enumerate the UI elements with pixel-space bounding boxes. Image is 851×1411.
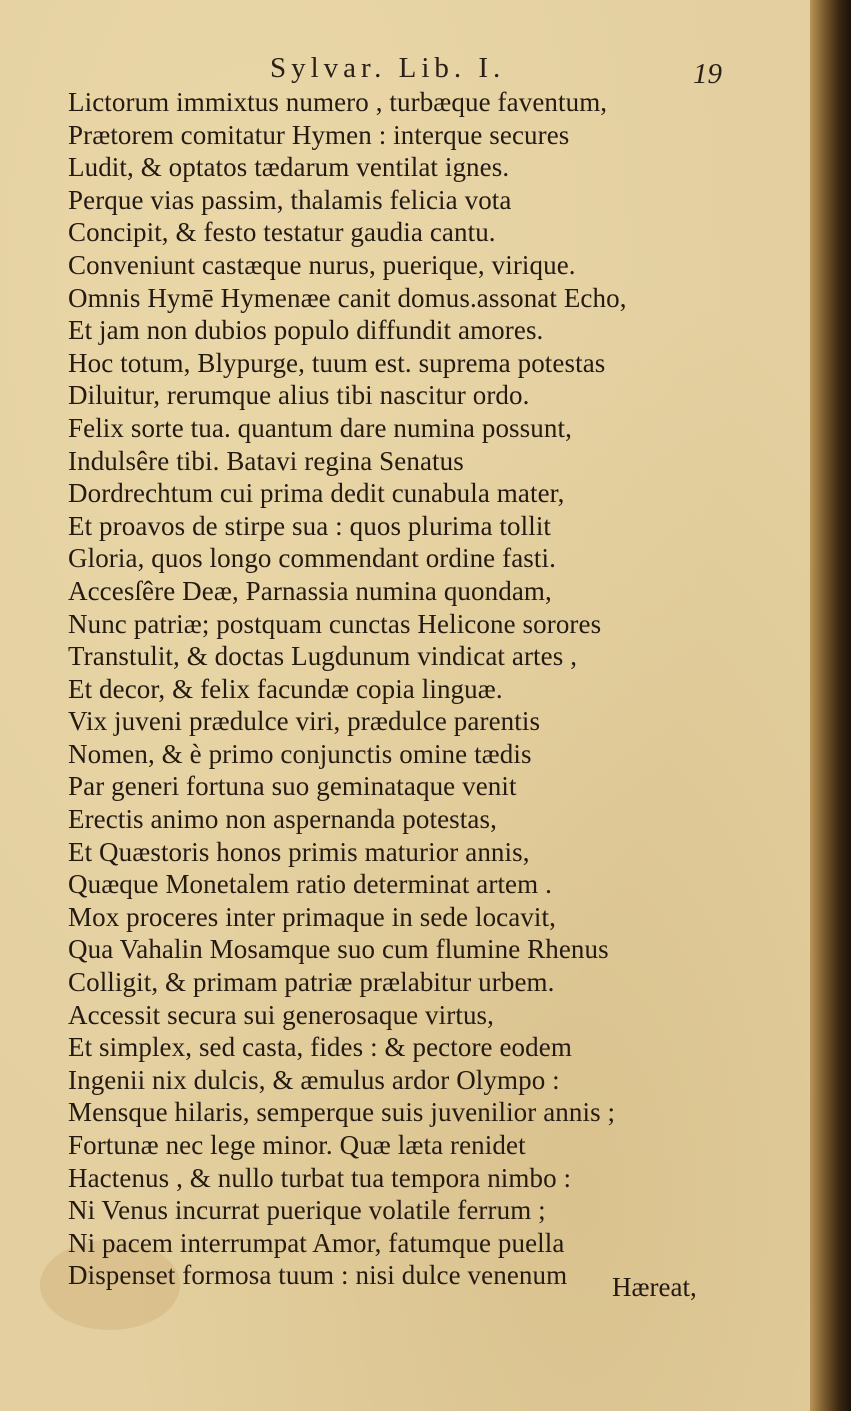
verse-line: Ni Venus incurrat puerique volatile ferrum ; (68, 1195, 546, 1226)
verse-line: Nunc patriæ; postquam cunctas Helicone sorores (68, 608, 602, 639)
verse-line: Ingenii nix dulcis, & æmulus ardor Olympo : (68, 1064, 560, 1095)
verse-line: Dispenset formosa tuum : nisi dulce venenum (68, 1260, 568, 1291)
verse-line: Nomen, & è primo conjunctis omine tædis (68, 738, 532, 769)
verse-line: Et Quæstoris honos primis maturior annis, (68, 836, 530, 867)
verse-line: Dordrechtum cui prima dedit cunabula mater, (68, 478, 565, 509)
verse-line: Colligit, & primam patriæ prælabitur urbem. (68, 967, 555, 998)
verse-line: Felix sorte tua. quantum dare numina possunt, (68, 412, 572, 443)
verse-line: Gloria, quos longo commendant ordine fasti. (68, 543, 556, 574)
verse-line: Vix juveni prædulce viri, prædulce parentis (68, 706, 541, 737)
page-number: 19 (693, 58, 722, 90)
verse-line: Qua Vahalin Mosamque suo cum flumine Rhenus (68, 934, 609, 965)
verse-line: Conveniunt castæque nurus, puerique, virique. (68, 249, 576, 280)
verse-line: Erectis animo non aspernanda potestas, (68, 804, 497, 835)
verse-line: Mensque hilaris, semperque suis juvenilior annis ; (68, 1097, 616, 1128)
verse-line: Ludit, & optatos tædarum ventilat ignes. (68, 152, 510, 183)
verse-line: Accessit secura sui generosaque virtus, (68, 999, 495, 1030)
verse-line: Quæque Monetalem ratio determinat artem . (68, 869, 552, 900)
verse-line: Indulsêre tibi. Batavi regina Senatus (68, 445, 464, 476)
running-title: Sylvar. Lib. I. (270, 52, 506, 84)
verse-line: Lictorum immixtus numero , turbæque faventum, (68, 87, 608, 117)
catchword: Hæreat, (612, 1272, 697, 1302)
verse-line: Et jam non dubios populo diffundit amores. (68, 315, 544, 346)
verse-block (68, 86, 798, 1292)
verse-line: Et decor, & felix facundæ copia linguæ. (68, 673, 503, 704)
verse-line: Perque vias passim, thalamis felicia vota (68, 184, 512, 215)
verse-line: Mox proceres inter primaque in sede locavit, (68, 901, 556, 932)
verse-line: Par generi fortuna suo geminataque venit (68, 771, 517, 802)
verse-line: Hoc totum, Blypurge, tuum est. suprema potestas (68, 347, 606, 378)
page-edge (810, 0, 851, 1411)
verse-line: Et proavos de stirpe sua : quos plurima tollit (68, 510, 552, 541)
verse-line: Fortunæ nec lege minor. Quæ læta renidet (68, 1130, 526, 1160)
verse-line: Transtulit, & doctas Lugdunum vindicat artes , (68, 641, 578, 672)
verse-line: Accesſêre Deæ, Parnassia numina quondam, (68, 575, 552, 606)
verse-line: Omnis Hymē Hymenæe canit domus.assonat Echo, (68, 282, 627, 313)
verse-line: Hactenus , & nullo turbat tua tempora nimbo : (68, 1162, 572, 1193)
verse-line: Et simplex, sed casta, fides : & pectore eodem (68, 1032, 572, 1063)
verse-line: Concipit, & festo testatur gaudia cantu. (68, 217, 496, 248)
verse-line: Ni pacem interrumpat Amor, fatumque puella (68, 1227, 565, 1258)
verse-line: Prætorem comitatur Hymen : interque secures (68, 119, 570, 150)
verse-line: Diluitur, rerumque alius tibi nascitur ordo. (68, 380, 530, 411)
